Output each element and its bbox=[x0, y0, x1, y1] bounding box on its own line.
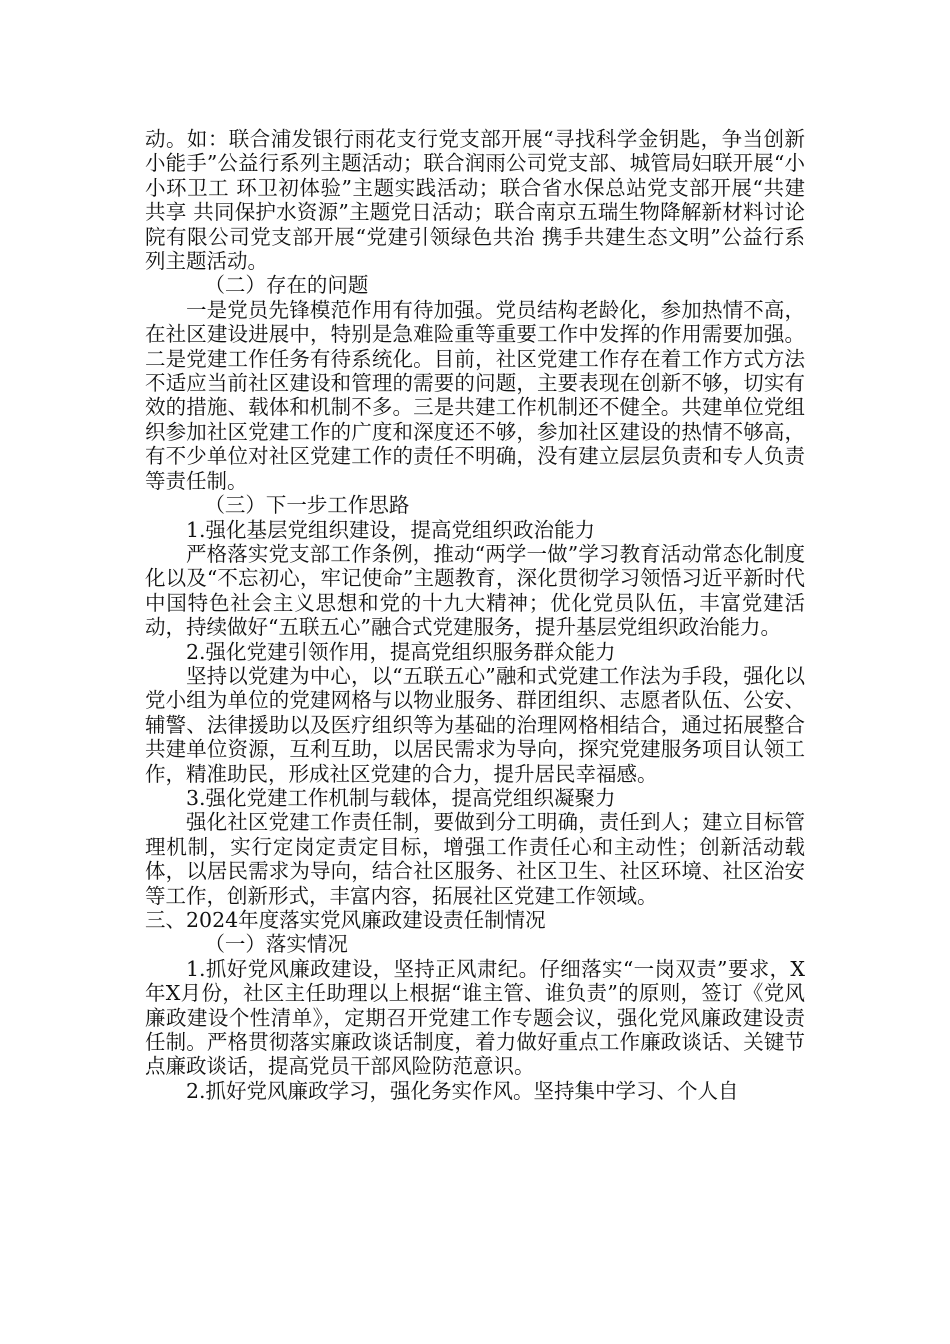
paragraph-implementation-2: 2.抓好党风廉政学习，强化务实作风。坚持集中学习、个人自 bbox=[186, 1078, 739, 1103]
paragraph-implementation-1: 1.抓好党风廉政建设，坚持正风肃纪。仔细落实“一岗双责”要求，X年X月份，社区主任助理以上根据“谁主管、谁负责”的原则，签订《党风廉政建设个性清单》，定期召开党建工作专题会议，强化党风廉政建设责任制。严格贯彻落实廉政谈话制度，着力做好重点工作廉政谈话、关键节点廉政谈话，提高党员干部风险防范意识。 bbox=[145, 956, 805, 1079]
heading-implementation: （一）落实情况 bbox=[204, 932, 348, 957]
paragraph-step-1-detail: 严格落实党支部工作条例，推动“两学一做”学习教育活动常态化制度化以及“不忘初心，牢记使命”主题教育，深化贯彻学习领悟习近平新时代中国特色社会主义思想和党的十九大精神；优化党员队伍，丰富党建活动，持续做好“五联五心”融合式党建服务，提升基层党组织政治能力。 bbox=[145, 541, 805, 640]
subheading-step-1: 1.强化基层党组织建设，提高党组织政治能力 bbox=[186, 517, 596, 542]
heading-next-steps: （三）下一步工作思路 bbox=[204, 493, 410, 518]
paragraph-problems-detail: 一是党员先锋模范作用有待加强。党员结构老龄化，参加热情不高，在社区建设进展中，特别是急难险重等重要工作中发挥的作用需要加强。二是党建工作任务有待系统化。目前，社区党建工作存在着工作方式方法不适应当前社区建设和管理的需要的问题，主要表现在创新不够，切实有效的措施、载体和机制不多。三是共建工作机制还不健全。共建单位党组织参加社区党建工作的广度和深度还不够，参加社区建设的热情不够高，有不少单位对社区党建工作的责任不明确，没有建立层层负责和专人负责等责任制。 bbox=[145, 297, 805, 493]
paragraph-step-2-detail: 坚持以党建为中心，以“五联五心”融和式党建工作法为手段，强化以党小组为单位的党建网格与以物业服务、群团组织、志愿者队伍、公安、辅警、法律援助以及医疗组织等为基础的治理网格相结合，通过拓展整合共建单位资源，互利互助，以居民需求为导向，探究党建服务项目认领工作，精准助民，形成社区党建的合力，提升居民幸福感。 bbox=[145, 663, 805, 786]
subheading-step-3: 3.强化党建工作机制与载体，提高党组织凝聚力 bbox=[186, 785, 616, 810]
subheading-step-2: 2.强化党建引领作用，提高党组织服务群众能力 bbox=[186, 639, 616, 664]
document-page bbox=[145, 127, 805, 1103]
heading-existing-problems: （二）存在的问题 bbox=[204, 273, 369, 298]
paragraph-cooperation-activities: 动。如：联合浦发银行雨花支行党支部开展“寻找科学金钥匙，争当创新小能手”公益行系列主题活动；联合润雨公司党支部、城管局妇联开展“小小环卫工 环卫初体验”主题实践活动；联合省水保总站党支部开展“共建共享 共同保护水资源”主题党日活动；联合南京五瑞生物降解新材料讨论院有限公司党支部开展“党建引领绿色共治 携手共建生态文明”公益行系列主题活动。 bbox=[145, 127, 805, 274]
paragraph-step-3-detail: 强化社区党建工作责任制，要做到分工明确，责任到人；建立目标管理机制，实行定岗定责定目标，增强工作责任心和主动性；创新活动载体，以居民需求为导向，结合社区服务、社区卫生、社区环境、社区治安等工作，创新形式，丰富内容，拓展社区党建工作领域。 bbox=[145, 810, 805, 908]
section-heading-3: 三、2024年度落实党风廉政建设责任制情况 bbox=[145, 908, 546, 932]
